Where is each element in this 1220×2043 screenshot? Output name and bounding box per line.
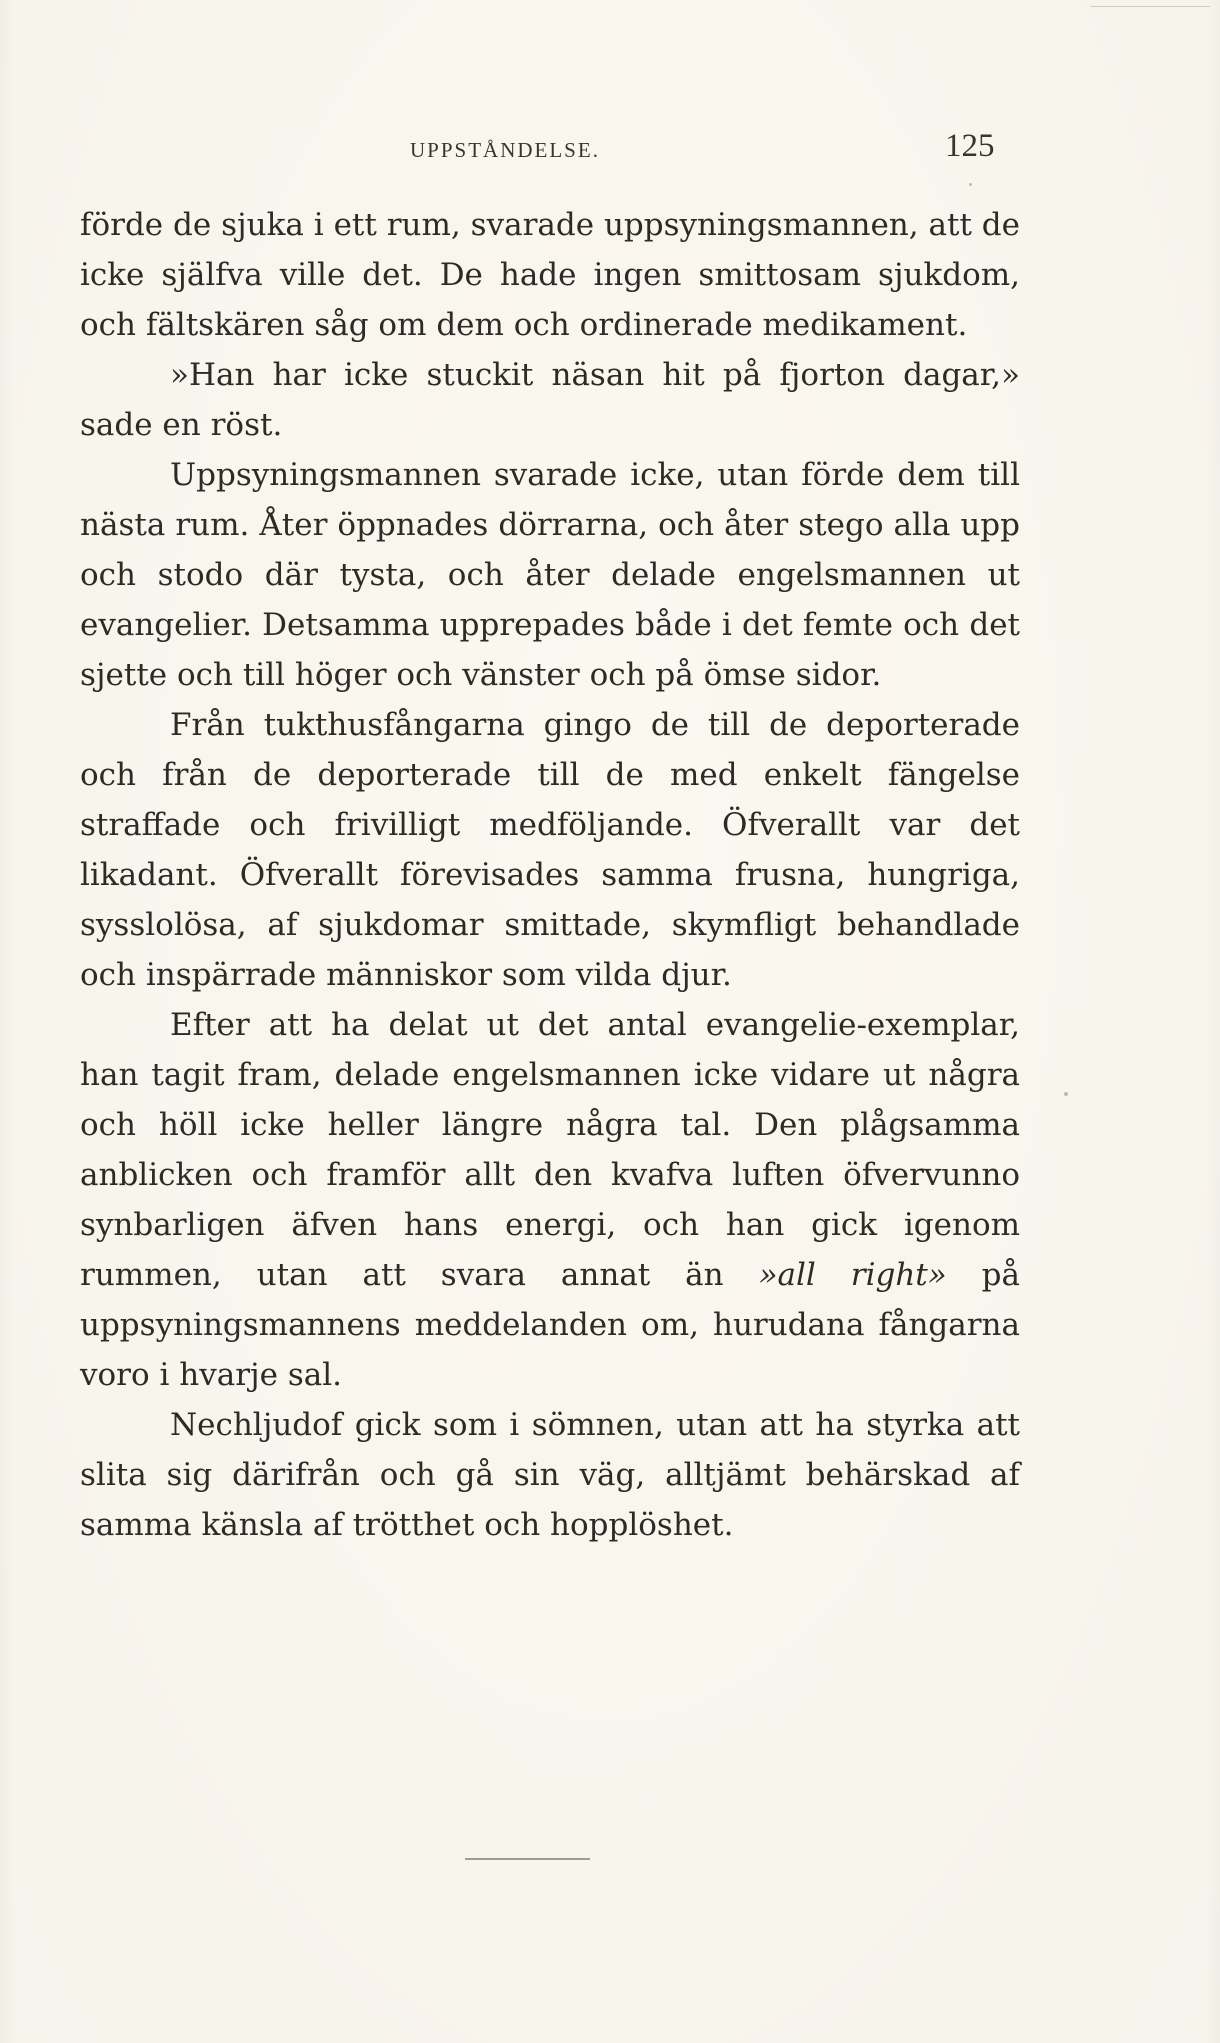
paragraph-5-text-before: Efter att ha delat ut det antal evangelie-exemplar, han tagit fram, delade engelsmannen icke vidare ut några och höll icke heller längre några tal. Den plågsamma anblicken och framför allt den kvafva luften öfvervunno synbarligen äfven hans energi, och han gick igenom rummen, utan att svara annat än (80, 1007, 1020, 1293)
paragraph-3: Uppsyningsmannen svarade icke, utan förde dem till nästa rum. Åter öppnades dörrarna, och åter stego alla upp och stodo där tysta, och åter delade engelsmannen ut evangelier. Detsamma upprepades både i det femte och det sjette och till höger och vänster och på ömse sidor. (80, 457, 1020, 693)
paper-speck (969, 183, 972, 186)
paragraph-4: Från tukthusfångarna gingo de till de deporterade och från de deporterade till de med enkelt fängelse straffade och frivilligt medföljande. Öfverallt var det likadant. Öfverallt förevisades samma frusna, hungriga, sysslolösa, af sjukdomar smittade, skymfligt behandlade och inspärrade människor som vilda djur. (80, 707, 1020, 993)
paragraph-5 (80, 1000, 1020, 1400)
top-edge-line (1090, 6, 1210, 7)
paper-speck (1064, 1092, 1068, 1096)
paragraph-1: förde de sjuka i ett rum, svarade uppsyningsmannen, att de icke själfva ville det. De hade ingen smittosam sjukdom, och fältskären såg om dem och ordinerade medikament. (80, 207, 1020, 343)
body-text (80, 200, 1020, 1550)
page-number: 125 (945, 128, 995, 164)
paragraph-5-italic-phrase: »all right» (758, 1257, 947, 1293)
paragraph-5-text-after: på uppsyningsmannens meddelanden om, hurudana fångarna voro i hvarje sal. (80, 1257, 1020, 1393)
end-rule (465, 1858, 590, 1860)
running-head: UPPSTÅNDELSE. (410, 138, 600, 162)
paragraph-6: Nechljudof gick som i sömnen, utan att ha styrka att slita sig därifrån och gå sin väg, alltjämt behärskad af samma känsla af trötthet och hopplöshet. (80, 1407, 1020, 1543)
paragraph-2: »Han har icke stuckit näsan hit på fjorton dagar,» sade en röst. (80, 357, 1020, 443)
